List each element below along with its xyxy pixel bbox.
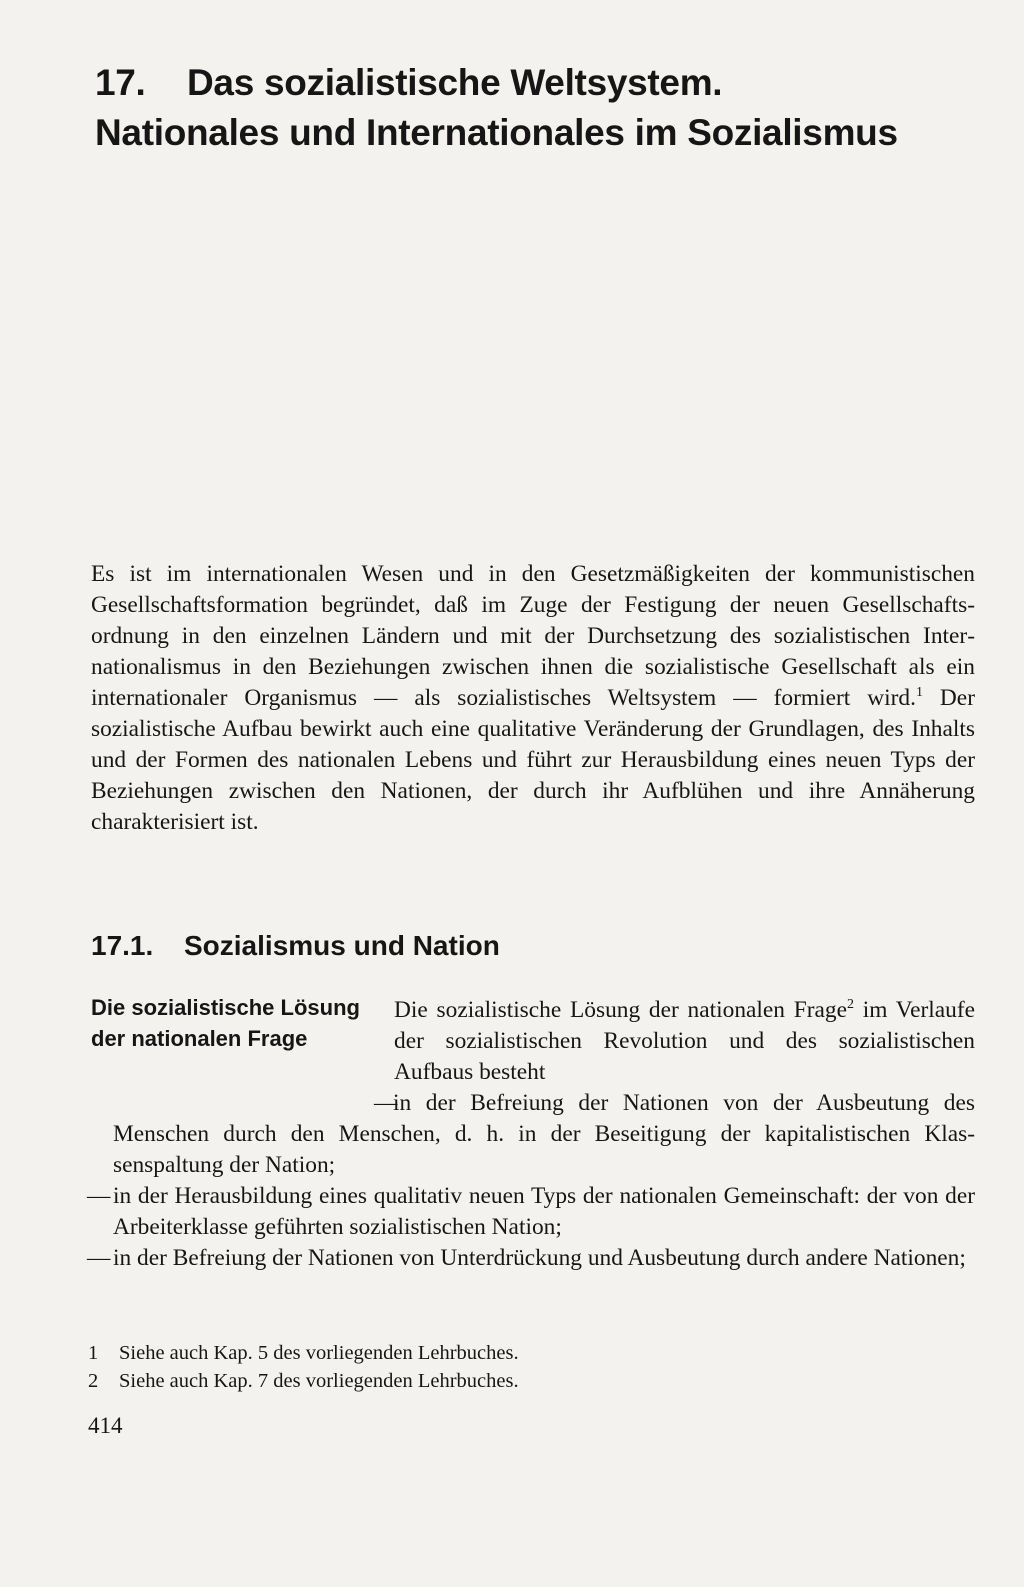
section-intro-part-1: Die sozialistische Lösung der nationalen Frage <box>394 997 847 1023</box>
bullet-dash: — <box>87 1183 111 1209</box>
chapter-title <box>95 58 975 158</box>
list-item <box>91 1088 975 1181</box>
section-number: 17.1. <box>91 930 154 961</box>
list-item-text: in der Befreiung der Nationen von Unterdrückung und Ausbeutung durch andere Nationen; <box>113 1245 966 1271</box>
chapter-intro-paragraph <box>91 559 975 838</box>
bullet-dash: — <box>374 1090 398 1116</box>
list-item-text: Menschen durch den Menschen, d. h. in der Beseitigung der kapitalistischen Klassenspaltung der Nation; <box>113 1121 975 1178</box>
section-title-text: Sozialismus und Nation <box>184 930 500 961</box>
footnote-number: 2 <box>88 1370 99 1392</box>
footnote-text: Siehe auch Kap. 5 des vorliegenden Lehrbuches. <box>119 1342 519 1364</box>
list-item-text: in der Herausbildung eines qualitativ neuen Typs der nationalen Gemeinschaft: der von der Arbeiterklasse geführten sozialistischen Nation; <box>113 1183 975 1240</box>
intro-text-part-1: Es ist im internationalen Wesen und in den Gesetzmäßigkeiten der kommunistischen Gesellschaftsformation begründet, daß im Zuge der Festigung der neuen Gesellschaftsordnung in den einzelnen Ländern und mit der Durchsetzung des sozialistischen Internationalismus in den Beziehungen zwischen ihnen die sozialistische Gesellschaft als ein internationaler Organismus — als sozialistisches Weltsystem — formiert wird. <box>91 561 975 711</box>
intro-text-part-2: Der sozialistische Aufbau bewirkt auch eine qualitative Veränderung der Grundlagen, des Inhalts und der Formen des nationalen Lebens und führt zur Herausbildung eines neuen Typs der Beziehungen zwischen den Nationen, der durch ihr Aufblühen und ihre Annäherung charakterisiert ist. <box>91 685 975 835</box>
footnote <box>88 1339 688 1367</box>
page-number: 414 <box>88 1413 123 1438</box>
list-item <box>87 1243 975 1274</box>
list-item <box>87 1181 975 1243</box>
chapter-number: 17. <box>95 62 146 103</box>
section-intro-part-2: im Verlaufe der sozialistischen Revolution und des sozialistischen Aufbaus besteht <box>394 997 975 1085</box>
section-title <box>91 926 500 966</box>
section-intro-paragraph <box>394 995 975 1088</box>
list-item-lead: in der Befreiung der Nationen von der Ausbeutung des <box>393 1090 975 1116</box>
chapter-title-line-1: Das sozialistische Weltsystem. <box>187 62 723 103</box>
footnote <box>88 1367 688 1395</box>
footnote-ref-1: 1 <box>915 685 923 701</box>
chapter-title-line-2: Nationales und Internationales im Sozialismus <box>95 112 898 153</box>
margin-heading: Die sozialistische Lösung der nationalen Frage <box>91 995 360 1051</box>
footnote-text: Siehe auch Kap. 7 des vorliegenden Lehrbuches. <box>119 1370 519 1392</box>
bullet-dash: — <box>87 1245 111 1271</box>
footnote-ref-2: 2 <box>847 997 854 1013</box>
footnotes <box>88 1339 688 1395</box>
footnote-number: 1 <box>88 1342 99 1364</box>
bullet-list <box>87 1088 975 1274</box>
